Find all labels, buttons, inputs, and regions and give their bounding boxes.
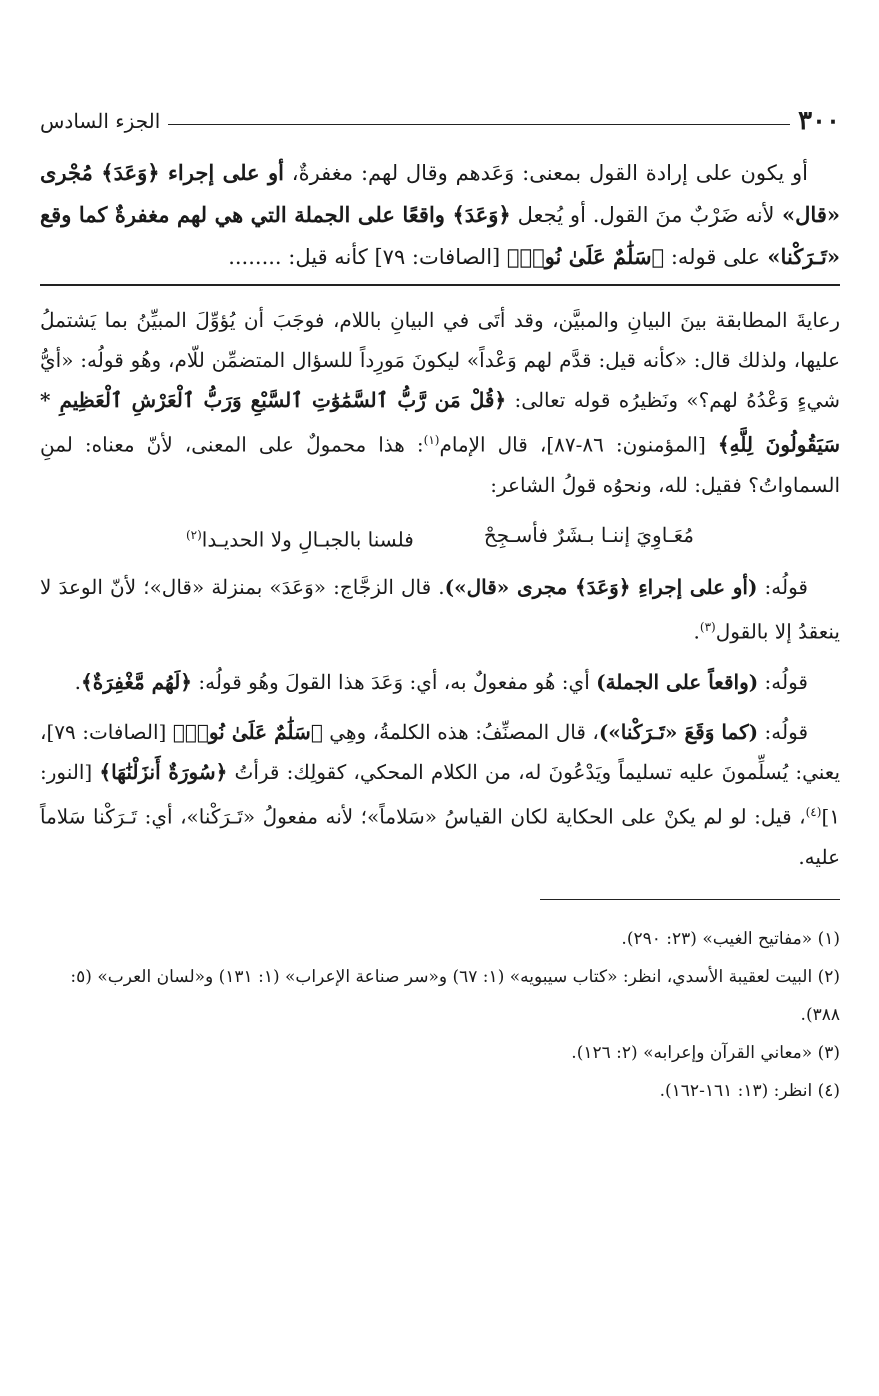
header-rule	[168, 124, 790, 125]
verse-first-hemistich: مُعَـاوِيَ إننـا بـشَرٌ فأسـجِحْ	[483, 522, 695, 547]
main-paragraph: أو يكون على إرادة القول بمعنى: وَعَدهم وقال لهم: مغفرةٌ، أو على إجراء ﴿وَعَدَ﴾ مُجْرى «قال» لأنه ضَرْبٌ منَ القول. أو يُجعل ﴿وَعَدَ﴾ واقعًا على الجملة التي هي لهم مغفرةٌ كما وقع «تَـرَكْنا» على قوله: ﴿سَلَٰمٌ عَلَىٰ نُوحٖ﴾ [الصافات: ٧٩] كأنه قيل: ........	[40, 160, 840, 269]
main-text	[40, 152, 840, 278]
footnote-ref: (٤)	[805, 804, 822, 819]
quran-quote: ﴿سَلَٰمٌ عَلَىٰ نُوحٖ﴾	[172, 719, 323, 744]
page-header	[40, 100, 840, 142]
running-head: الجزء السادس	[40, 109, 161, 133]
commentary	[40, 300, 840, 877]
footnote-ref: (٢)	[185, 527, 202, 542]
text-divider	[40, 284, 840, 286]
quran-quote: ﴿وَعَدَ﴾	[452, 202, 511, 227]
footnotes	[40, 920, 840, 1110]
footnote-rule	[540, 899, 840, 900]
footnote: (٤) انظر: (١٣: ١٦١-١٦٢).	[659, 1080, 840, 1101]
footnote-ref: (١)	[423, 433, 440, 447]
footnote: (١) «مفاتيح الغيب» (٢٣: ٢٩٠).	[621, 928, 840, 949]
commentary-paragraph: رعايةَ المطابقة بينَ البيانِ والمبيَّن، وقد أتَى في البيانِ باللام، فوجَبَ أن يُؤوِّلَ المبيِّنُ بما يَشتملُ عليها، ولذلك قال: «كأنه قيل: قدَّم لهم وَعْداً» ليكونَ مَورِداً للسؤال المتضمِّن للّام، وهُو قولُه: «أيُّ شيءٍ وَعْدُهُ لهم؟» ونَظيرُه قوله تعالى: ﴿قُلْ مَن رَّبُّ ٱلسَّمَٰوَٰتِ ٱلسَّبْعِ وَرَبُّ ٱلْعَرْشِ ٱلْعَظِيمِ * سَيَقُولُونَ لِلَّهِ﴾ [المؤمنون: ٨٦-٨٧]، قال الإمام$^{(١)}$: هذا محمولٌ على المعنى، لأنّ معناه: لمنِ السماواتُ؟ فقيل: لله، ونحوُه قولُ الشاعر:	[40, 308, 840, 497]
quran-quote: ﴿سُورَةٌ أَنزَلْنَٰهَا﴾	[99, 759, 228, 784]
footnote: (٣) «معاني القرآن وإعرابه» (٢: ١٢٦).	[571, 1042, 840, 1063]
commentary-paragraph: قولُه: (كما وَقَعَ «تَـرَكْنا»)، قال المصنِّفُ: هذه الكلمةُ، وهِي ﴿سَلَٰمٌ عَلَىٰ نُوحٖ﴾ [الصافات: ٧٩]، يعني: يُسلِّمونَ عليه تسليماً ويَدْعُونَ له، من الكلام المحكي، كقولِك: قرأتُ ﴿سُورَةٌ أَنزَلْنَٰهَا﴾ [النور: ١]$^{(٤)}$، قيل: لو لم يكنْ على الحكاية لكان القياسُ «سَلاماً»؛ لأنه مفعولُ «تَـرَكْنا»، أي: تَـرَكْنا سَلاماً عليه.	[40, 719, 841, 869]
quran-quote: ﴿وَعَدَ﴾	[101, 160, 160, 185]
quran-quote: ﴿لَهُم مَّغْفِرَةٌ﴾	[81, 669, 193, 694]
quran-quote: ﴿قُلْ مَن رَّبُّ ٱلسَّمَٰوَٰتِ ٱلسَّبْعِ وَرَبُّ ٱلْعَرْشِ ٱلْعَظِيمِ * سَيَقُولُونَ لِلَّهِ﴾	[40, 388, 840, 457]
quran-quote: ﴿سَلَٰمٌ عَلَىٰ نُوحٖ﴾	[506, 244, 665, 269]
commentary-paragraph: قولُه: (أو على إجراءِ ﴿وَعَدَ﴾ مجرى «قال»). قال الزجَّاج: «وَعَدَ» بمنزلة «قال»؛ لأنّ الوعدَ لا ينعقدُ إلا بالقول$^{(٣)}$.	[40, 575, 840, 644]
commentary-paragraph: قولُه: (واقعاً على الجملة) أي: هُو مفعولٌ به، أي: وَعَدَ هذا القولَ وهُو قولُه: ﴿لَهُم مَّغْفِرَةٌ﴾.	[74, 669, 808, 694]
book-page	[40, 100, 840, 1110]
poetry-verse	[40, 515, 840, 560]
verse-second-hemistich: فلسنا بالجبـالِ ولا الحديـدا$^{(٢)}$	[185, 527, 414, 552]
footnote-ref: (٣)	[699, 620, 716, 635]
footnote: (٢) البيت لعقيبة الأسدي، انظر: «كتاب سيبويه» (١: ٦٧) و«سر صناعة الإعراب» (١: ١٣١) و«لسان العرب» (٥: ٣٨٨).	[70, 966, 840, 1025]
page-number: ٣٠٠	[798, 106, 840, 136]
